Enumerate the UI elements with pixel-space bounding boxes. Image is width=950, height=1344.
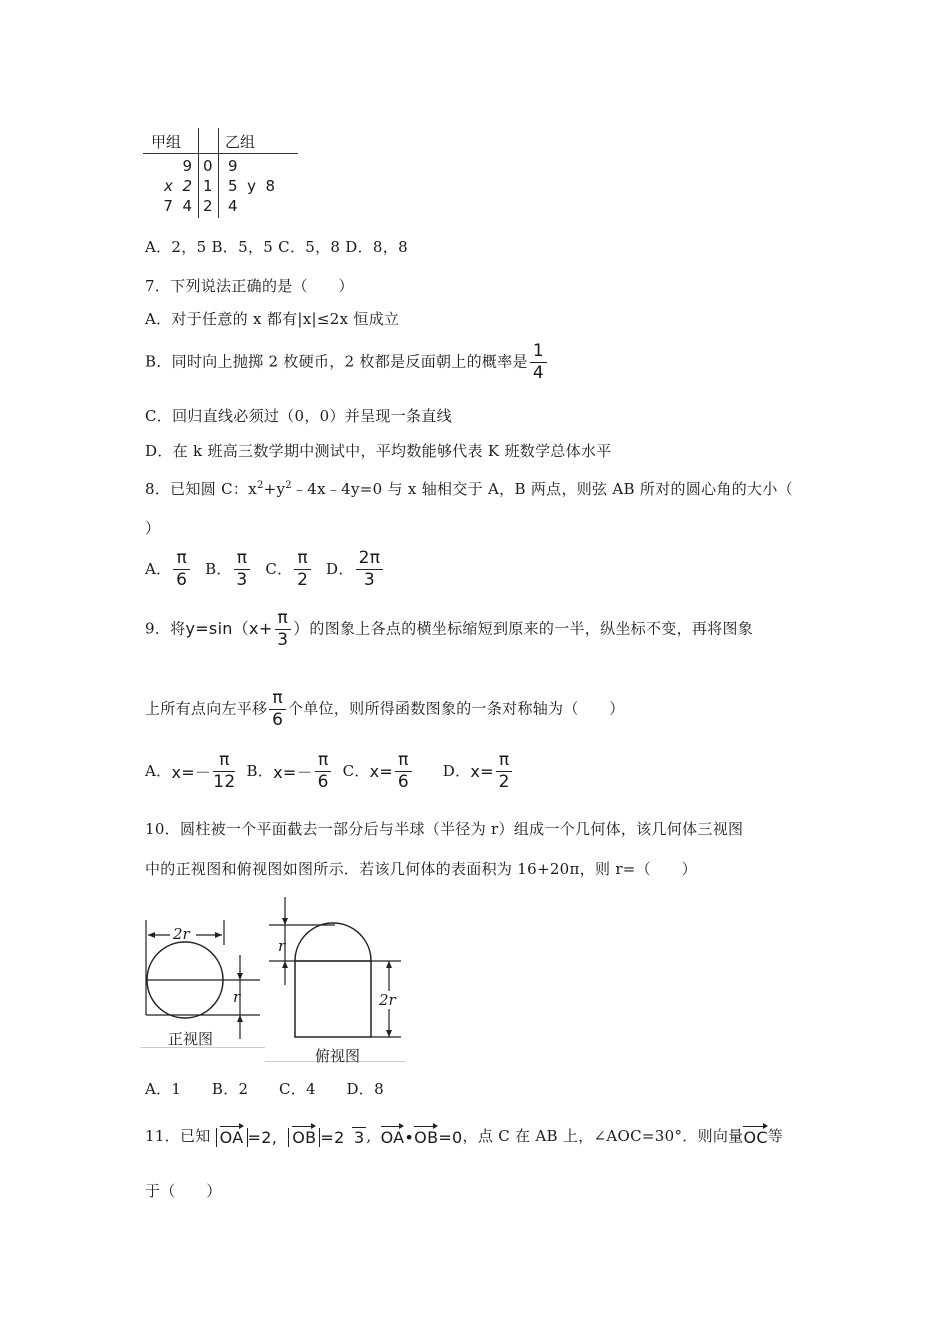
q9-option-d: D．x= $\frac{\pi}{2}$ bbox=[443, 762, 515, 780]
arrowhead bbox=[237, 1015, 243, 1022]
table-row-left: 9 bbox=[182, 157, 192, 175]
front-view-side-label: r bbox=[233, 988, 241, 1006]
table-row-right: 4 bbox=[228, 197, 238, 215]
top-view-side-label: 2r bbox=[379, 991, 396, 1009]
q7-option-c: C．回归直线必须过（0，0）并呈现一条直线 bbox=[145, 407, 452, 425]
arrowhead bbox=[237, 973, 243, 980]
table-header-left: 甲组 bbox=[151, 133, 182, 151]
shift-fraction: $\frac{\pi}{6}$ bbox=[269, 690, 286, 729]
q8-option-d: D． $\frac{2\pi}{3}$ bbox=[326, 560, 385, 578]
q8-options bbox=[145, 550, 385, 589]
dot-product: OA•OB=0 bbox=[380, 1127, 463, 1147]
function-expression: y=sin（x+ $\frac{\pi}{3}$ ） bbox=[185, 608, 310, 650]
table-row-left: x 2 bbox=[164, 177, 192, 195]
q7-option-b bbox=[145, 343, 549, 382]
q8-option-a: A． $\frac{\pi}{6}$ bbox=[145, 560, 192, 578]
q7-option-a: A．对于任意的 x 都有|x|≤2x 恒成立 bbox=[145, 310, 400, 328]
q11-line-1: 11．已知 OA =2, OB =2 3 , OA•OB=0，点 C 在 AB 上，∠AOC=30°．则向量OC等 bbox=[145, 1127, 784, 1147]
q10-line-1: 10．圆柱被一个平面截去一部分后与半球（半径为 r）组成一个几何体，该几何体三视图 bbox=[145, 820, 744, 838]
table-row-right: 5 y 8 bbox=[228, 177, 276, 195]
table-row-left: 7 4 bbox=[163, 197, 192, 215]
stem-leaf-table bbox=[143, 128, 298, 218]
q8-option-c: C． $\frac{\pi}{2}$ bbox=[265, 560, 313, 578]
q7-option-d: D．在 k 班高三数学期中测试中，平均数能够代表 K 班数学总体水平 bbox=[145, 442, 612, 460]
front-view-top-label: 2r bbox=[173, 925, 190, 943]
q9-option-a: A．x=－ $\frac{\pi}{12}$ bbox=[145, 750, 236, 792]
q10-options: A．1 B．2 C．4 D．8 bbox=[145, 1080, 384, 1098]
q8-stem-close: ） bbox=[145, 519, 161, 537]
top-view-figure bbox=[265, 893, 405, 1065]
semicircle-cap bbox=[295, 923, 371, 961]
table-row-right: 9 bbox=[228, 157, 238, 175]
q6-options: A．2，5 B．5，5 C．5，8 D．8，8 bbox=[145, 238, 408, 256]
table-header-right: 乙组 bbox=[225, 133, 256, 151]
q11-line-2: 于（ ） bbox=[145, 1182, 222, 1200]
q9-line-1: 9．将y=sin（x+ $\frac{\pi}{3}$ ）的图象上各点的横坐标缩短到原来的一半，纵坐标不变，再将图象 bbox=[145, 608, 754, 650]
table-header-rule bbox=[143, 153, 298, 154]
q9-option-c: C．x= $\frac{\pi}{6}$ bbox=[343, 762, 414, 780]
arrowhead bbox=[282, 961, 288, 968]
q7-stem: 7．下列说法正确的是（ ） bbox=[145, 277, 354, 295]
arrowhead bbox=[386, 961, 392, 968]
q8-option-b: B． $\frac{\pi}{3}$ bbox=[205, 560, 252, 578]
top-view-caption: 俯视图 bbox=[315, 1047, 361, 1065]
arrowhead bbox=[215, 932, 222, 938]
top-view-top-label: r bbox=[278, 937, 286, 955]
cylinder-rect bbox=[295, 961, 371, 1037]
arrowhead bbox=[148, 932, 155, 938]
table-row-stem: 0 bbox=[203, 157, 213, 175]
q9-options bbox=[145, 752, 514, 791]
q8-stem: 8．已知圆 C：$x^2+y^2﹣4x﹣4y=0$ 与 x 轴相交于 A，B 两点，则弦 AB 所对的圆心角的大小（ bbox=[145, 480, 793, 498]
oa-magnitude: OA =2, bbox=[216, 1128, 277, 1147]
table-stem-rule-right bbox=[218, 128, 219, 218]
probability-fraction: $\frac{1}{4}$ bbox=[530, 343, 547, 382]
ob-magnitude: OB =2 3 bbox=[288, 1127, 366, 1147]
table-row-stem: 1 bbox=[203, 177, 213, 195]
oc-vector: OC bbox=[743, 1127, 768, 1147]
arrowhead bbox=[282, 918, 288, 925]
arrowhead bbox=[386, 1030, 392, 1037]
q7-option-b-text: B．同时向上抛掷 2 枚硬币，2 枚都是反面朝上的概率是 bbox=[145, 352, 528, 371]
q9-option-b: B．x=－ $\frac{\pi}{6}$ bbox=[247, 762, 334, 780]
table-stem-rule-left bbox=[198, 128, 199, 218]
front-view-caption: 正视图 bbox=[168, 1030, 214, 1048]
table-row-stem: 2 bbox=[203, 197, 213, 215]
q9-line-2: 上所有点向左平移 $\frac{\pi}{6}$ 个单位，则所得函数图象的一条对称轴为（ ） bbox=[145, 688, 625, 730]
q10-line-2: 中的正视图和俯视图如图所示．若该几何体的表面积为 16+20π，则 r=（ ） bbox=[145, 860, 697, 878]
